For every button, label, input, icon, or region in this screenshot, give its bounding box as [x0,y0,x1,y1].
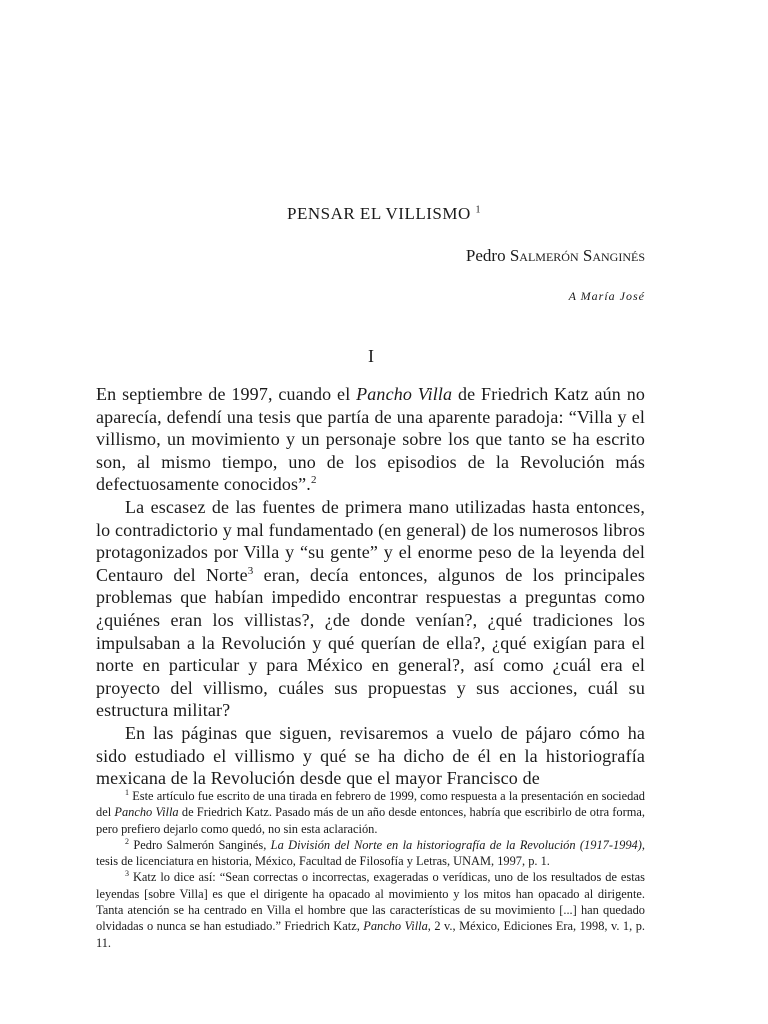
author-first-name: Pedro [465,246,506,265]
footnote-3-text-b: , 2 v., México, Ediciones Era, 1998, v. 1, p. 11. [96,919,645,950]
footnote-ref-1: 1 [475,204,481,216]
footnote-2-italic: La División del Norte en la historiografía de la Revolución (1917-1994) [270,837,642,852]
paragraph-2-text-b: eran, decía entonces, algunos de los principales problemas que habían impedido encontrar respuestas a preguntas como ¿quiénes eran los villistas?, ¿de donde venían?, ¿qué tradiciones los impulsaban a la Revolución y qué querían de ella?, ¿qué exigían para el norte en particular y para México en general?, así como ¿cuál era el proyecto del villismo, cuáles sus propuestas y sus acciones, cuál su estructura militar? [96,564,645,721]
author-line [466,246,645,266]
dedication: A María José [568,289,645,303]
paragraph-1-text-a: En septiembre de 1997, cuando el [96,384,357,404]
paragraph-1 [96,383,645,496]
body-text [96,383,645,790]
article-title [0,204,768,224]
author-last-name: Salmerón Sanginés [509,246,645,265]
footnote-2-text-a: Pedro Salmerón Sanginés, [133,837,271,852]
article-title-text: PENSAR EL VILLISMO [287,204,471,223]
footnote-2-text-b: , tesis de licenciatura en historia, México, Facultad de Filosofía y Letras, UNAM, 1997, p. 1. [96,837,645,869]
footnote-3-text-a: Katz lo dice así: “Sean correctas o incorrectas, exageradas o verídicas, uno de los resultados de estas leyendas [sobre Villa] es que el dirigente ha opacado al movimiento y los mitos han opacado al dirigente. Tanta atención se ha centrado en Villa el hombre que las características de su movimiento [...] han quedado olvidadas o nunca se han estudiado.” Friedrich Katz, [96,870,645,934]
paragraph-3 [96,722,645,790]
footnote-ref-3: 3 [247,564,254,577]
section-number: I [368,346,374,366]
footnote-1-text-a: Este artículo fue escrito de una tirada en febrero de 1999, como respuesta a la presentación en sociedad del [96,789,645,820]
paragraph-1-text-b: de Friedrich Katz aún no aparecía, defendí una tesis que partía de una aparente paradoja: “Villa y el villismo, un movimiento y un personaje sobre los que tanto se ha escrito son, al mismo tiempo, uno de los episodios de la Revolución más defectuosamente conocidos”. [96,384,646,495]
footnote-3 [96,869,645,950]
paragraph-2-text-a: La escasez de las fuentes de primera mano utilizadas hasta entonces, lo contradictorio y mal fundamentado (en general) de los numerosos libros protagonizados por Villa y “su gente” y el enorme peso de la leyenda del Centauro del Norte [96,496,645,585]
footnote-3-italic: Pancho Villa [363,919,428,934]
footnotes [96,788,645,951]
footnote-2-number: 2 [125,836,129,846]
footnote-1-number: 1 [125,787,129,797]
paragraph-1-italic: Pancho Villa [356,384,453,404]
footnote-1-text-b: de Friedrich Katz. Pasado más de un año desde entonces, habría que escribirlo de otra forma, pero prefiero dejarlo como quedó, no sin esta aclaración. [96,805,645,836]
footnote-2 [96,837,645,870]
paragraph-3-text: En las páginas que siguen, revisaremos a vuelo de pájaro cómo ha sido estudiado el villismo y qué se ha dicho de él en la historiografía mexicana de la Revolución desde que el mayor Francisco de [96,722,645,789]
paragraph-2 [96,496,645,722]
footnote-1 [96,788,645,837]
footnote-3-number: 3 [125,869,129,879]
footnote-1-italic: Pancho Villa [114,805,179,820]
footnote-ref-2: 2 [310,474,317,487]
